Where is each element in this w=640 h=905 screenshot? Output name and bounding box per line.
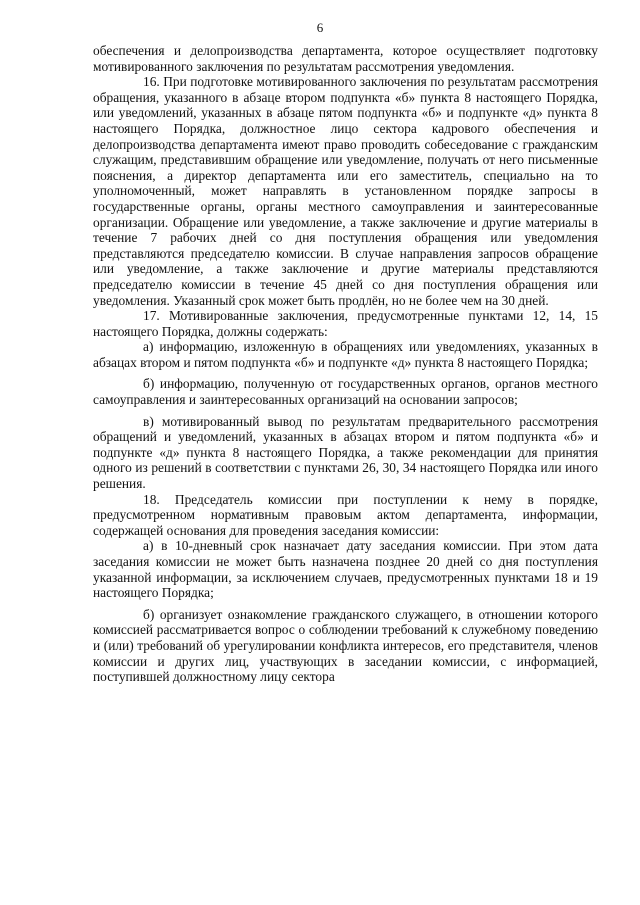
paragraph-item-17: 17. Мотивированные заключения, предусмотренные пунктами 12, 14, 15 настоящего Порядка, должны содержать: <box>93 308 598 339</box>
paragraph-continuation: обеспечения и делопроизводства департамента, которое осуществляет подготовку мотивированного заключения по результатам рассмотрения уведомления. <box>93 43 598 74</box>
paragraph-17-v: в) мотивированный вывод по результатам предварительного рассмотрения обращений и уведомлений, указанных в абзацах втором и пятом подпункта «б» и подпункте «д» пункта 8 настоящего Порядка, а также рекомендации для принятия одного из решений в соответствии с пунктами 26, 30, 34 настоящего Порядка или иного решения. <box>93 413 598 492</box>
page-number: 6 <box>316 20 324 35</box>
paragraph-18-b: б) организует ознакомление гражданского служащего, в отношении которого комиссией рассматривается вопрос о соблюдении требований к служебному поведению и (или) требований об урегулировании конфликта интересов, его представителя, членов комиссии и других лиц, участвующих в заседании комиссии, с информацией, поступившей должностному лицу сектора <box>93 606 598 685</box>
paragraph-17-a: а) информацию, изложенную в обращениях или уведомлениях, указанных в абзацах втором и пятом подпункта «б» и подпункте «д» пункта 8 настоящего Порядка; <box>93 339 598 370</box>
document-body <box>93 43 598 685</box>
paragraph-item-16: 16. При подготовке мотивированного заключения по результатам рассмотрения обращения, указанного в абзаце втором подпункта «б» пункта 8 настоящего Порядка, или уведомлений, указанных в абзаце пятом подпункта «б» и подпункте «д» пункта 8 настоящего Порядка, должностное лицо сектора кадрового обеспечения и делопроизводства департамента имеют право проводить собеседование с гражданским служащим, представившим обращение или уведомление, получать от него письменные пояснения, а директор департамента или его заместитель, специально на то уполномоченный, может направлять в установленном порядке запросы в государственные органы, органы местного самоуправления и заинтересованные организации. Обращение или уведомление, а также заключение и другие материалы в течение 7 рабочих дней со дня поступления обращения или уведомления представляются председателю комиссии. В случае направления запросов обращение или уведомление, а также заключение и другие материалы представляются председателю комиссии в течение 45 дней со дня поступления обращения или уведомления. Указанный срок может быть продлён, но не более чем на 30 дней. <box>93 74 598 308</box>
paragraph-17-b: б) информацию, полученную от государственных органов, органов местного самоуправления и заинтересованных организаций на основании запросов; <box>93 376 598 408</box>
paragraph-item-18: 18. Председатель комиссии при поступлении к нему в порядке, предусмотренном нормативным правовым актом департамента, информации, содержащей основания для проведения заседания комиссии: <box>93 491 598 538</box>
paragraph-18-a: а) в 10-дневный срок назначает дату заседания комиссии. При этом дата заседания комиссии не может быть назначена позднее 20 дней со дня поступления указанной информации, за исключением случаев, предусмотренных пунктами 18 и 19 настоящего Порядка; <box>93 538 598 601</box>
